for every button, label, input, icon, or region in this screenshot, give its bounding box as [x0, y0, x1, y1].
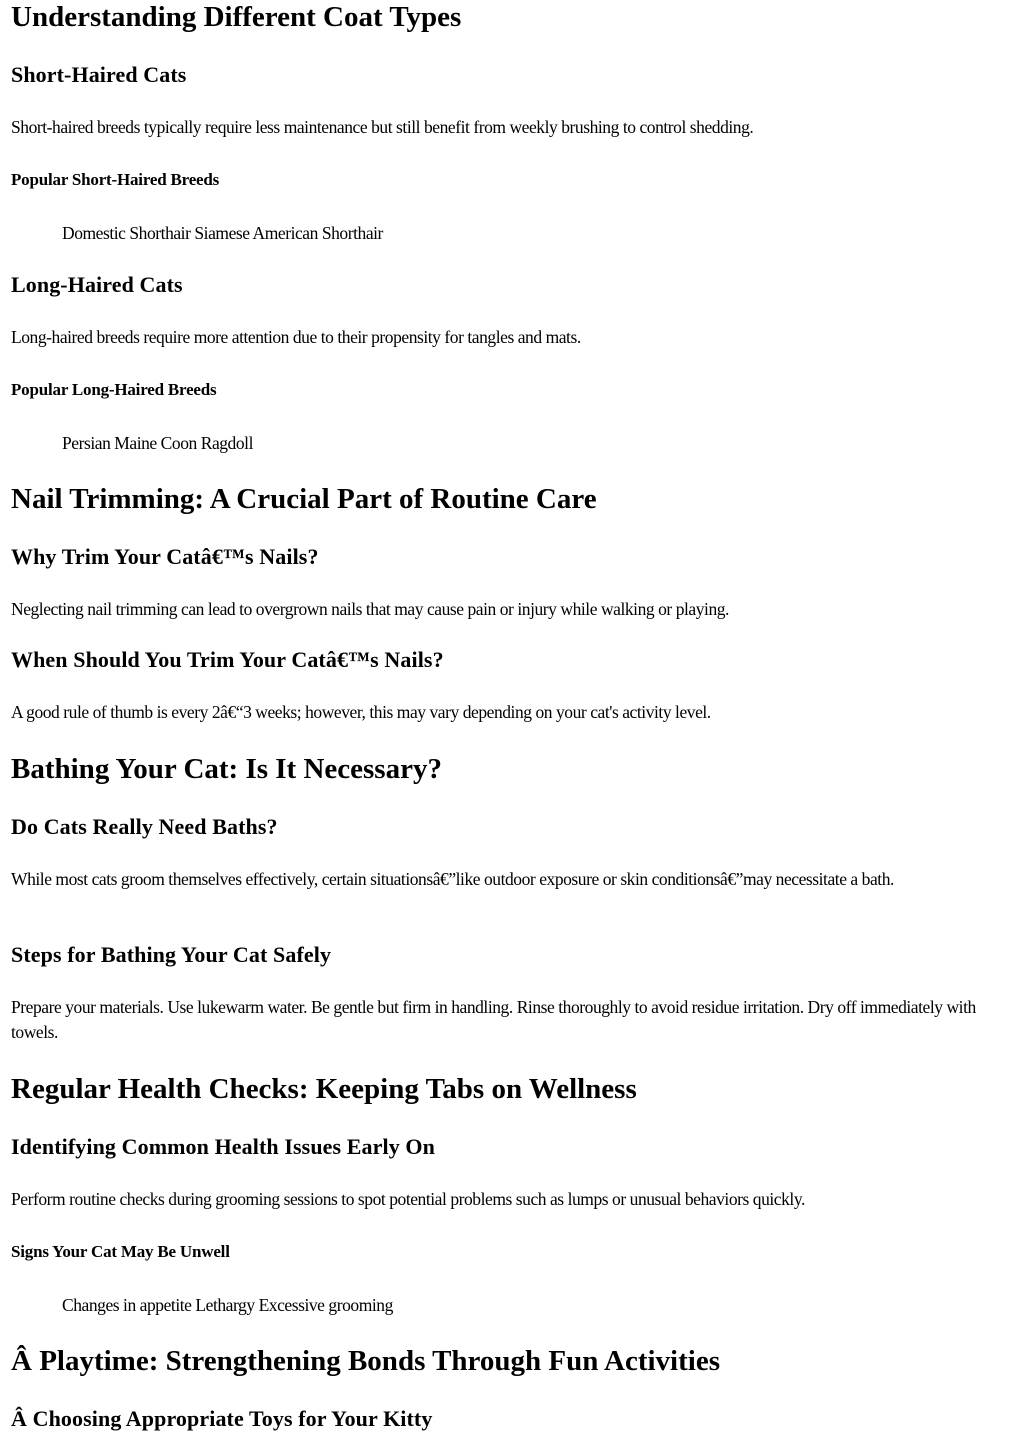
- paragraph-why-trim-nails: Neglecting nail trimming can lead to overgrown nails that may cause pain or injury while walking or playing.: [11, 599, 729, 619]
- heading-long-haired-cats: Long-Haired Cats: [11, 272, 183, 297]
- heading-popular-long-haired-breeds: Popular Long-Haired Breeds: [11, 380, 217, 399]
- section-title-health-checks: Regular Health Checks: Keeping Tabs on Wellness: [11, 1073, 637, 1105]
- list-long-haired-breeds: Persian Maine Coon Ragdoll: [62, 433, 253, 453]
- heading-steps-bathing: Steps for Bathing Your Cat Safely: [11, 942, 332, 967]
- heading-why-trim-nails: Why Trim Your Catâ€™s Nails?: [11, 544, 319, 569]
- paragraph-long-haired: Long-haired breeds require more attention due to their propensity for tangles and mats.: [11, 327, 581, 347]
- list-short-haired-breeds: Domestic Shorthair Siamese American Shorthair: [62, 223, 383, 243]
- paragraph-do-cats-need-baths: While most cats groom themselves effectively, certain situationsâ€”like outdoor exposure or skin conditionsâ€”may necessitate a bath.: [11, 869, 894, 889]
- section-title-bathing: Bathing Your Cat: Is It Necessary?: [11, 753, 442, 785]
- heading-popular-short-haired-breeds: Popular Short-Haired Breeds: [11, 170, 220, 189]
- paragraph-identifying-health-issues: Perform routine checks during grooming sessions to spot potential problems such as lumps or unusual behaviors quickly.: [11, 1189, 805, 1209]
- heading-short-haired-cats: Short-Haired Cats: [11, 62, 187, 87]
- heading-signs-unwell: Signs Your Cat May Be Unwell: [11, 1242, 230, 1261]
- heading-do-cats-need-baths: Do Cats Really Need Baths?: [11, 814, 278, 839]
- heading-choosing-toys: Â Choosing Appropriate Toys for Your Kitty: [11, 1406, 433, 1431]
- heading-when-trim-nails: When Should You Trim Your Catâ€™s Nails?: [11, 647, 444, 672]
- section-title-coat-types: Understanding Different Coat Types: [11, 1, 462, 33]
- paragraph-steps-bathing: Prepare your materials. Use lukewarm water. Be gentle but firm in handling. Rinse thoroughly to avoid residue irritation. Dry off immediately with towels.: [11, 997, 976, 1042]
- paragraph-short-haired: Short-haired breeds typically require less maintenance but still benefit from weekly brushing to control shedding.: [11, 117, 754, 137]
- heading-identifying-health-issues: Identifying Common Health Issues Early On: [11, 1134, 435, 1159]
- paragraph-when-trim-nails: A good rule of thumb is every 2â€“3 weeks; however, this may vary depending on your cat's activity level.: [11, 702, 711, 722]
- section-title-playtime: Â Playtime: Strengthening Bonds Through Fun Activities: [11, 1345, 720, 1377]
- list-signs-unwell: Changes in appetite Lethargy Excessive grooming: [62, 1295, 393, 1315]
- section-title-nail-trimming: Nail Trimming: A Crucial Part of Routine Care: [11, 483, 597, 515]
